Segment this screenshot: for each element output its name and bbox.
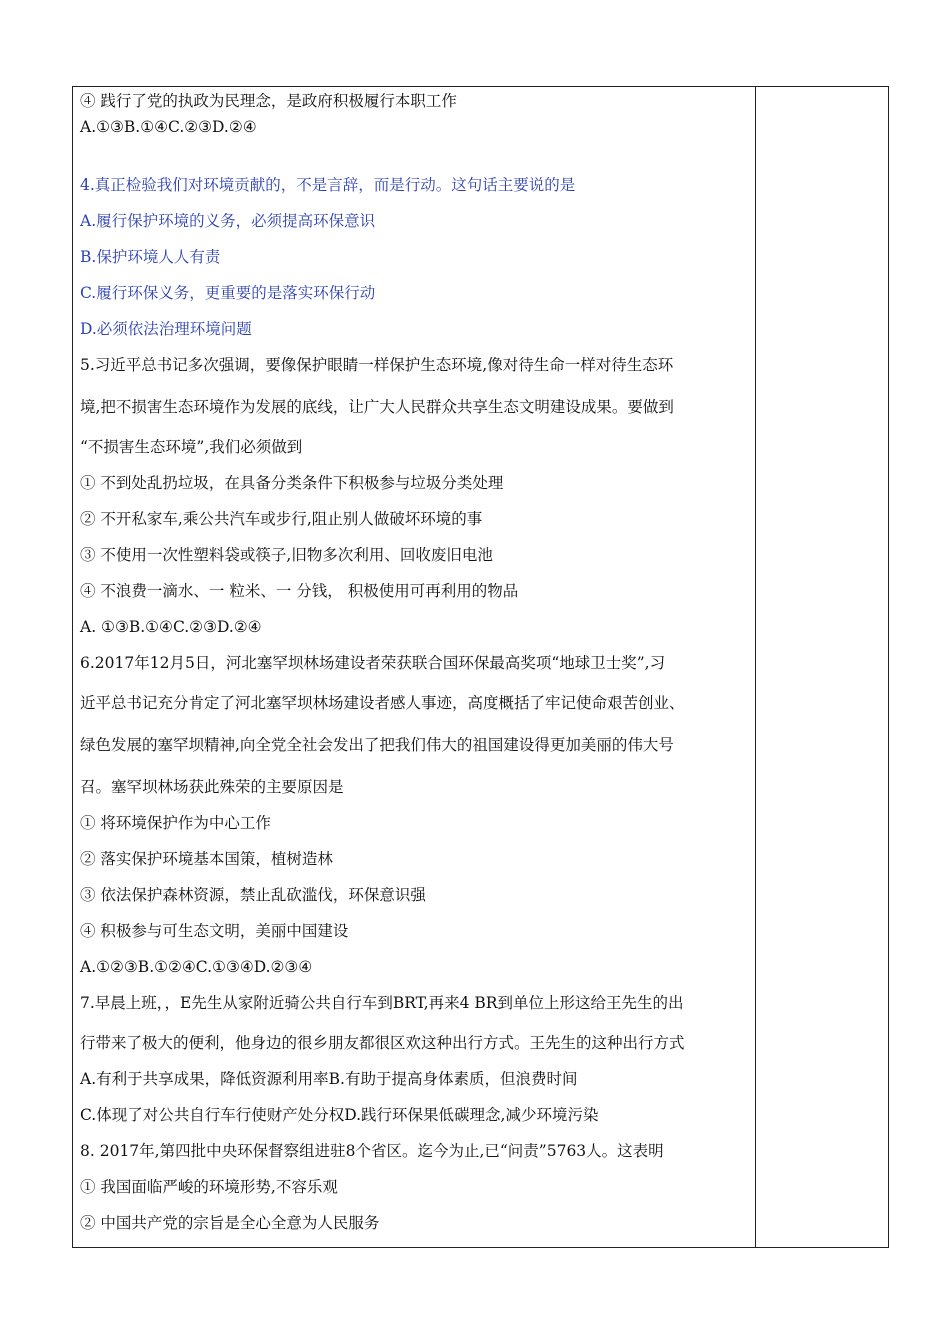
question-8-item: ② 中国共产党的宗旨是全心全意为人民服务 (80, 1214, 380, 1232)
question-5-stem: “不损害生态环境”,我们必须做到 (80, 438, 303, 456)
question-5-item: ① 不到处乱扔垃圾，在具备分类条件下积极参与垃圾分类处理 (80, 474, 504, 492)
question-7-options: A.有利于共享成果，降低资源利用率B.有助于提高身体素质，但浪费时间 (80, 1070, 578, 1088)
question-6-item: ① 将环境保护作为中心工作 (80, 814, 271, 832)
question-5-stem: 境,把不损害生态环境作为发展的底线，让广大人民群众共享生态文明建设成果。要做到 (80, 398, 674, 416)
question-4-stem: 4.真正检验我们对环境贡献的，不是言辞，而是行动。这句话主要说的是 (80, 176, 576, 194)
question-8-stem: 8. 2017年,第四批中央环保督察组进驻8个省区。迄今为止,已“问责”5763人。这表明 (80, 1142, 664, 1160)
text-line: A.①③B.①④C.②③D.②④ (80, 118, 257, 136)
question-4-option-c: C.履行环保义务，更重要的是落实环保行动 (80, 284, 376, 302)
question-6-item: ④ 积极参与可生态文明，美丽中国建设 (80, 922, 349, 940)
question-6-stem: 6.2017年12月5日，河北塞罕坝林场建设者荣获联合国环保最高奖项“地球卫士奖”,习 (80, 654, 666, 672)
question-5-stem: 5.习近平总书记多次强调，要像保护眼睛一样保护生态环境,像对待生命一样对待生态环 (80, 356, 674, 374)
question-4-option-b: B.保护环境人人有责 (80, 248, 221, 266)
text-line: ④ 践行了党的执政为民理念，是政府积极履行本职工作 (80, 92, 457, 110)
question-5-item: ③ 不使用一次性塑料袋或筷子,旧物多次利用、回收废旧电池 (80, 546, 493, 564)
question-6-stem: 召。塞罕坝林场获此殊荣的主要原因是 (80, 778, 344, 796)
question-4-option-a: A.履行保护环境的义务，必须提高环保意识 (80, 212, 376, 230)
question-7-stem: 7.早晨上班，，E先生从家附近骑公共自行车到BRT,再来4 BR到单位上形这给王先生的出 (80, 994, 684, 1012)
question-7-options: C.体现了对公共自行车行使财产处分权D.践行环保果低碳理念,减少环境污染 (80, 1106, 599, 1124)
question-5-item: ④ 不浪费一滴水、一 粒米、一 分钱， 积极使用可再利用的物品 (80, 582, 519, 600)
question-6-item: ② 落实保护环境基本国策，植树造林 (80, 850, 333, 868)
question-5-options: A. ①③B.①④C.②③D.②④ (80, 618, 262, 636)
question-6-options: A.①②③B.①②④C.①③④D.②③④ (80, 958, 313, 976)
question-6-stem: 绿色发展的塞罕坝精神,向全党全社会发出了把我们伟大的祖国建设得更加美丽的伟大号 (80, 736, 674, 754)
question-7-stem: 行带来了极大的便利，他身边的很乡朋友都很区欢这种出行方式。王先生的这种出行方式 (80, 1034, 685, 1052)
question-8-item: ① 我国面临严峻的环境形势,不容乐观 (80, 1178, 338, 1196)
column-divider (755, 86, 756, 1248)
question-5-item: ② 不开私家车,乘公共汽车或步行,阻止别人做破坏环境的事 (80, 510, 483, 528)
question-4-option-d: D.必须依法治理环境问题 (80, 320, 252, 338)
question-6-stem: 近平总书记充分肯定了河北塞罕坝林场建设者感人事迹，高度概括了牢记使命艰苦创业、 (80, 694, 685, 712)
question-6-item: ③ 依法保护森林资源，禁止乱砍滥伐，环保意识强 (80, 886, 426, 904)
